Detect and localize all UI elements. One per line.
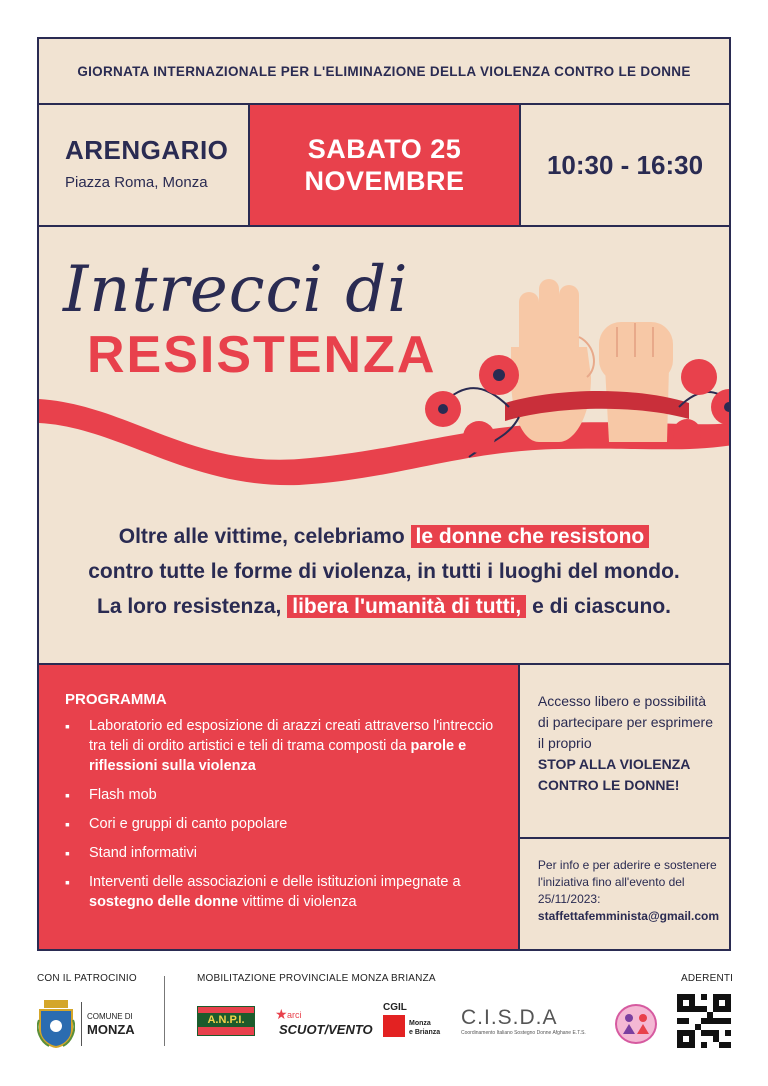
hero (39, 227, 729, 487)
bullet-icon: ▪ (65, 845, 70, 861)
bullet-icon: ▪ (65, 718, 70, 734)
scuotivento-logo (275, 1006, 373, 1040)
raised-hand-icon (511, 279, 594, 442)
bullet-icon: ▪ (65, 787, 70, 803)
statement-highlight: libera l'umanità di tutti, (287, 595, 526, 618)
cgil-logo (383, 1002, 453, 1042)
cisda-subtitle: Coordinamento Italiano Sostegno Donne Afghane E.T.S. (461, 1030, 586, 1036)
venue-cell (39, 105, 250, 225)
comune-line-2: MONZA (87, 1022, 135, 1037)
bullet-icon: ▪ (65, 874, 70, 890)
list-item (65, 814, 498, 834)
info-box (520, 839, 729, 951)
list-item (65, 716, 498, 776)
anpi-text: A.N.P.I. (198, 1013, 254, 1027)
list-item-text: Interventi delle associazioni e delle istituzioni impegnate a (89, 874, 461, 890)
statement-line-1 (39, 519, 729, 554)
header-title: GIORNATA INTERNAZIONALE PER L'ELIMINAZIONE DELLA VIOLENZA CONTRO LE DONNE (77, 63, 691, 79)
access-text: Accesso libero e possibilità di partecipare per esprimere il proprio (537, 693, 714, 751)
title-bold: RESISTENZA (87, 326, 437, 384)
event-info-row (39, 105, 729, 227)
star-icon: ★ (275, 1006, 288, 1022)
coat-of-arms-icon (37, 1000, 75, 1048)
venue-name: ARENGARIO (65, 135, 229, 165)
mobilization-label: MOBILITAZIONE PROVINCIALE MONZA BRIANZA (197, 973, 436, 984)
cgil-sub-2: e Brianza (409, 1029, 441, 1036)
program-row (39, 663, 729, 951)
staffetta-femminista-logo (615, 1004, 657, 1044)
scuotivento-text: SCUOT/VENTO (279, 1022, 373, 1037)
cisda-text: C.I.S.D.A (461, 1006, 558, 1029)
list-item-text: Laboratorio ed esposizione di arazzi creati attraverso l'intreccio tra teli di ordito artistici e teli di trama composti da (89, 718, 494, 754)
statement-text: e di ciascuno. (532, 595, 671, 618)
comune-line-1: COMUNE DI (87, 1012, 133, 1021)
venue-address: Piazza Roma, Monza (65, 174, 208, 191)
access-box (520, 665, 729, 839)
statement-highlight: le donne che resistono (411, 525, 650, 548)
time-cell (521, 105, 729, 225)
list-item-emphasis: parole e riflessioni sulla violenza (89, 738, 467, 774)
contact-email-link[interactable]: staffettafemminista@gmail.com (537, 909, 719, 923)
statement-line-2: contro tutte le forme di violenza, in tutti i luoghi del mondo. (88, 560, 680, 583)
side-panel (520, 665, 729, 951)
program-title: PROGRAMMA (65, 691, 167, 708)
patronage-label: CON IL PATROCINIO (37, 973, 137, 984)
list-item-text: vittime di violenza (242, 894, 357, 910)
poster (37, 37, 731, 951)
raised-fist-icon (599, 322, 673, 442)
women-figures-icon (617, 1006, 655, 1042)
title-script: Intrecci di (63, 253, 409, 327)
list-item (65, 843, 498, 863)
bullet-icon: ▪ (65, 816, 70, 832)
cisda-logo (461, 1006, 601, 1040)
statement (39, 519, 729, 624)
members-label: ADERENTI (681, 973, 734, 984)
statement-text: Oltre alle vittime, celebriamo (118, 525, 405, 548)
footer (37, 970, 734, 1070)
event-time: 10:30 - 16:30 (546, 149, 704, 180)
access-slogan: STOP ALLA VIOLENZA CONTRO LE DONNE! (537, 756, 690, 793)
footer-divider (164, 976, 165, 1046)
event-header (39, 39, 729, 105)
anpi-logo (197, 1006, 255, 1036)
comune-monza-logo (37, 1000, 137, 1050)
list-item (65, 872, 498, 912)
arci-text: arci (287, 1010, 302, 1020)
logo-divider (81, 1002, 82, 1046)
qr-code-icon[interactable] (677, 994, 731, 1048)
date-line-1: SABATO 25 (307, 134, 462, 164)
date-cell (250, 105, 521, 225)
list-item-emphasis: sostegno delle donne (89, 894, 239, 910)
list-item (65, 785, 498, 805)
list-item-text: Stand informativi (89, 845, 197, 861)
date-line-2: NOVEMBRE (304, 166, 465, 196)
cgil-square-icon (383, 1015, 405, 1037)
statement-line-3 (39, 589, 729, 624)
program-list (65, 716, 498, 912)
cgil-text: CGIL (383, 1002, 407, 1013)
cgil-sub-1: Monza (409, 1020, 431, 1027)
info-text: Per info e per aderire e sostenere l'iniziativa fino all'evento del 25/11/2023: (537, 858, 717, 906)
program-panel (39, 665, 520, 951)
list-item-text: Cori e gruppi di canto popolare (89, 816, 288, 832)
list-item-text: Flash mob (89, 787, 157, 803)
statement-text: La loro resistenza, (97, 595, 282, 618)
